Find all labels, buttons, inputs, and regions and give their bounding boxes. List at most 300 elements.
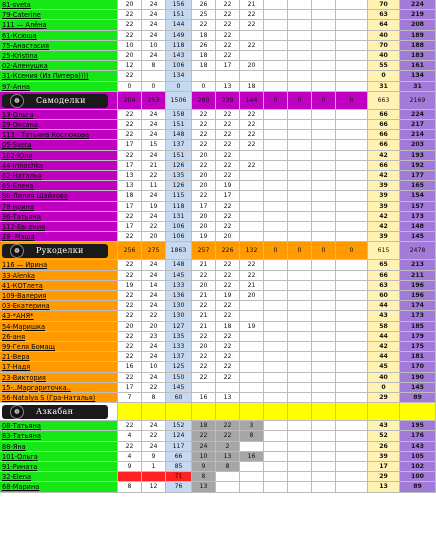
score-cell	[336, 373, 368, 383]
table-row	[0, 120, 436, 130]
score-cell	[240, 232, 264, 242]
score-cell	[264, 130, 288, 140]
score-cell	[312, 151, 336, 161]
team-total-cell: 257	[192, 242, 216, 260]
participant-name[interactable]: 111 — Алёна	[0, 20, 118, 30]
score-cell: 22	[216, 110, 240, 120]
participant-name[interactable]: 26-аня	[0, 332, 118, 342]
score-cell	[312, 110, 336, 120]
score-cell: 131	[166, 212, 192, 222]
score-cell: 22	[192, 120, 216, 130]
score-cell	[336, 110, 368, 120]
score-cell: 44	[368, 332, 400, 342]
score-cell: 17	[192, 202, 216, 212]
score-cell	[240, 212, 264, 222]
table-row	[0, 472, 436, 482]
participant-name[interactable]: 36-Татьяна	[0, 212, 118, 222]
score-cell	[288, 452, 312, 462]
score-cell	[240, 191, 264, 201]
score-cell	[288, 222, 312, 232]
team-total-cell	[192, 403, 216, 421]
participant-name[interactable]: 23-Виктория	[0, 373, 118, 383]
score-cell: 22	[118, 373, 142, 383]
score-cell	[240, 222, 264, 232]
score-cell	[288, 130, 312, 140]
score-cell: 20	[142, 232, 166, 242]
score-cell: 22	[192, 362, 216, 372]
team-total-cell	[118, 403, 142, 421]
score-cell	[312, 482, 336, 492]
score-cell	[142, 472, 166, 482]
score-cell	[312, 140, 336, 150]
score-cell: 214	[400, 130, 436, 140]
score-cell	[142, 71, 166, 81]
score-cell: 22	[216, 130, 240, 140]
score-cell	[264, 482, 288, 492]
team-total-cell: 132	[240, 242, 264, 260]
score-cell: 17	[118, 222, 142, 232]
score-cell: 22	[216, 421, 240, 431]
score-cell: 22	[118, 71, 142, 81]
score-cell: 20	[118, 0, 142, 10]
participant-name[interactable]: 21-Вера	[0, 352, 118, 362]
score-cell: 174	[400, 301, 436, 311]
score-cell	[288, 202, 312, 212]
score-cell: 22	[240, 140, 264, 150]
table-row	[0, 482, 436, 492]
participant-name[interactable]: 25-Kristina	[0, 51, 118, 61]
participant-name[interactable]: 02-Аленушка	[0, 61, 118, 71]
score-cell: 24	[142, 31, 166, 41]
table-row	[0, 171, 436, 181]
score-cell	[264, 291, 288, 301]
score-cell: 143	[400, 442, 436, 452]
participant-name[interactable]: 08-Татьяна	[0, 421, 118, 431]
participant-name[interactable]: 109-Валерия	[0, 291, 118, 301]
participant-name[interactable]: 54-Маришка	[0, 322, 118, 332]
team-header-row	[0, 242, 436, 260]
participant-name[interactable]: 13-Ольга	[0, 110, 118, 120]
score-cell: 22	[118, 260, 142, 270]
score-cell: 9	[142, 452, 166, 462]
participant-name[interactable]: 61-Ксюша	[0, 31, 118, 41]
score-cell: 89	[400, 482, 436, 492]
score-cell: 18	[216, 322, 240, 332]
participant-name[interactable]: 113 - Татьяна Костюкова	[0, 130, 118, 140]
table-row	[0, 161, 436, 171]
team-total-cell	[240, 403, 264, 421]
score-cell	[264, 20, 288, 30]
score-cell	[288, 120, 312, 130]
score-cell: 195	[400, 421, 436, 431]
score-cell: 26	[368, 442, 400, 452]
score-cell	[264, 322, 288, 332]
score-cell: 145	[400, 383, 436, 393]
score-cell: 22	[192, 161, 216, 171]
table-row	[0, 311, 436, 321]
score-cell	[264, 151, 288, 161]
score-cell: 22	[118, 352, 142, 362]
table-row	[0, 202, 436, 212]
participant-name[interactable]: 28- Маша	[0, 232, 118, 242]
table-row	[0, 82, 436, 92]
score-cell: 219	[400, 10, 436, 20]
participant-name[interactable]: 62-Наталья	[0, 171, 118, 181]
score-cell	[336, 291, 368, 301]
score-cell: 181	[400, 352, 436, 362]
table-row	[0, 373, 436, 383]
score-cell: 24	[142, 0, 166, 10]
score-cell	[288, 191, 312, 201]
score-cell: 125	[166, 362, 192, 372]
score-cell	[264, 260, 288, 270]
score-cell: 8	[192, 472, 216, 482]
score-cell: 26	[192, 41, 216, 51]
score-cell: 22	[118, 342, 142, 352]
team-logo	[2, 405, 108, 419]
score-cell: 0	[118, 82, 142, 92]
table-row	[0, 383, 436, 393]
team-name: Самоделки	[36, 95, 86, 105]
score-cell: 22	[216, 31, 240, 41]
score-cell	[264, 51, 288, 61]
table-row	[0, 31, 436, 41]
score-cell	[312, 421, 336, 431]
score-cell: 22	[118, 110, 142, 120]
participant-name[interactable]: 68-Марина	[0, 482, 118, 492]
team-total-cell: 0	[312, 92, 336, 110]
score-cell: 24	[142, 342, 166, 352]
score-cell: 22	[216, 151, 240, 161]
score-cell: 66	[368, 140, 400, 150]
score-cell: 22	[192, 431, 216, 441]
score-cell: 154	[400, 191, 436, 201]
participant-name[interactable]: 101-Ольга	[0, 452, 118, 462]
score-cell	[264, 271, 288, 281]
score-cell: 105	[400, 452, 436, 462]
team-total-cell: 0	[336, 92, 368, 110]
score-cell	[240, 482, 264, 492]
score-cell: 1	[142, 462, 166, 472]
score-cell: 22	[118, 301, 142, 311]
participant-name[interactable]: 79-Caterine	[0, 10, 118, 20]
score-cell	[336, 41, 368, 51]
score-cell: 193	[400, 151, 436, 161]
score-cell	[312, 260, 336, 270]
score-cell: 24	[142, 130, 166, 140]
score-cell: 20	[192, 281, 216, 291]
score-cell: 24	[142, 291, 166, 301]
score-cell	[288, 342, 312, 352]
team-logo	[2, 94, 108, 108]
table-row	[0, 191, 436, 201]
score-cell: 22	[118, 442, 142, 452]
score-cell: 211	[400, 271, 436, 281]
score-cell: 136	[166, 291, 192, 301]
participant-name[interactable]: 41-КОТлета	[0, 281, 118, 291]
score-cell	[216, 71, 240, 81]
score-cell: 22	[118, 212, 142, 222]
participant-name[interactable]: 33-Alenka	[0, 271, 118, 281]
score-cell	[312, 301, 336, 311]
score-cell: 134	[166, 71, 192, 81]
score-cell	[264, 82, 288, 92]
participant-name[interactable]: 78-ирина	[0, 202, 118, 212]
score-cell: 24	[142, 271, 166, 281]
participant-name[interactable]: 97-Анна	[0, 82, 118, 92]
score-cell: 196	[400, 291, 436, 301]
score-cell: 22	[240, 41, 264, 51]
score-cell	[288, 181, 312, 191]
score-cell: 0	[368, 383, 400, 393]
score-cell: 20	[192, 342, 216, 352]
participant-name[interactable]: 91-Рината	[0, 462, 118, 472]
team-emblem-icon: ☸	[10, 94, 24, 108]
score-cell: 22	[118, 232, 142, 242]
score-cell: 44	[368, 352, 400, 362]
table-row	[0, 61, 436, 71]
table-row	[0, 301, 436, 311]
score-cell: 22	[216, 120, 240, 130]
score-cell	[312, 71, 336, 81]
score-cell: 224	[400, 0, 436, 10]
score-cell	[312, 373, 336, 383]
team-total-cell: 0	[312, 242, 336, 260]
score-cell	[264, 212, 288, 222]
score-cell: 24	[142, 110, 166, 120]
score-cell: 22	[216, 281, 240, 291]
score-cell: 130	[166, 311, 192, 321]
score-cell: 22	[240, 271, 264, 281]
score-cell: 22	[118, 311, 142, 321]
score-cell	[336, 393, 368, 403]
team-total-cell: 144	[240, 92, 264, 110]
participant-name[interactable]: 05-Sveta	[0, 140, 118, 150]
score-cell	[288, 421, 312, 431]
score-cell: 22	[118, 291, 142, 301]
table-row	[0, 10, 436, 20]
team-total-cell: 253	[142, 92, 166, 110]
score-cell	[240, 51, 264, 61]
score-cell: 100	[400, 472, 436, 482]
score-cell	[336, 212, 368, 222]
score-cell	[288, 352, 312, 362]
score-cell	[336, 0, 368, 10]
score-cell: 20	[192, 181, 216, 191]
participant-name[interactable]: 75-Анастасия	[0, 41, 118, 51]
score-cell: 145	[400, 232, 436, 242]
score-cell: 9	[192, 462, 216, 472]
score-cell	[336, 181, 368, 191]
team-total-cell	[142, 403, 166, 421]
score-cell	[240, 202, 264, 212]
score-cell: 130	[166, 301, 192, 311]
participant-name[interactable]: 83-Татьяна	[0, 431, 118, 441]
score-cell: 31	[368, 82, 400, 92]
score-cell	[336, 442, 368, 452]
score-cell	[312, 311, 336, 321]
team-total-cell: 1863	[166, 242, 192, 260]
participant-name[interactable]: 99-Геля Бомащ	[0, 342, 118, 352]
score-cell	[312, 362, 336, 372]
participant-name[interactable]: 88-Яна	[0, 442, 118, 452]
score-cell	[264, 383, 288, 393]
participant-name[interactable]: 102-Юля	[0, 151, 118, 161]
score-cell: 22	[192, 352, 216, 362]
score-cell	[264, 110, 288, 120]
score-cell	[264, 472, 288, 482]
score-cell: 85	[166, 462, 192, 472]
score-cell: 58	[368, 322, 400, 332]
score-cell: 117	[166, 442, 192, 452]
score-cell	[264, 202, 288, 212]
score-cell: 22	[240, 20, 264, 30]
team-total-cell	[264, 403, 288, 421]
score-cell	[264, 452, 288, 462]
score-cell: 29	[368, 472, 400, 482]
participant-name[interactable]: 98-Лилия Шайхова	[0, 191, 118, 201]
participant-name[interactable]: 56-Natalya S (Гра-Наталья)	[0, 393, 118, 403]
team-total-cell: 615	[368, 242, 400, 260]
score-cell: 22	[216, 161, 240, 171]
score-cell: 152	[166, 421, 192, 431]
score-cell: 13	[216, 82, 240, 92]
score-cell	[336, 311, 368, 321]
score-cell: 43	[368, 421, 400, 431]
team-header-row	[0, 403, 436, 421]
score-cell: 22	[216, 140, 240, 150]
score-cell: 208	[400, 20, 436, 30]
score-cell	[312, 232, 336, 242]
table-row	[0, 71, 436, 81]
score-cell: 151	[166, 10, 192, 20]
score-cell: 70	[368, 41, 400, 51]
participant-name[interactable]: 29-Оксана	[0, 120, 118, 130]
score-cell: 149	[166, 31, 192, 41]
score-cell: 134	[400, 71, 436, 81]
score-cell: 55	[368, 61, 400, 71]
score-cell: 16	[118, 362, 142, 372]
score-cell	[288, 431, 312, 441]
score-cell	[336, 281, 368, 291]
score-cell	[288, 171, 312, 181]
score-cell: 19	[216, 291, 240, 301]
score-cell: 224	[400, 110, 436, 120]
score-cell	[336, 171, 368, 181]
table-row	[0, 140, 436, 150]
score-cell: 20	[192, 222, 216, 232]
score-cell	[240, 342, 264, 352]
participant-name[interactable]: 15-..Маргариточка..	[0, 383, 118, 393]
score-cell: 157	[400, 202, 436, 212]
participant-name[interactable]: 81-sveta	[0, 0, 118, 10]
participant-name[interactable]: 32-Elena	[0, 472, 118, 482]
score-cell: 63	[368, 281, 400, 291]
score-cell: 22	[118, 421, 142, 431]
participant-name[interactable]: 44-Irinochka	[0, 161, 118, 171]
score-cell: 44	[368, 301, 400, 311]
score-cell: 15	[142, 140, 166, 150]
participant-name[interactable]: 31-Ксения (Из Питера))))	[0, 71, 118, 81]
score-cell: 24	[192, 442, 216, 452]
table-row	[0, 130, 436, 140]
score-cell: 70	[368, 0, 400, 10]
score-cell	[216, 472, 240, 482]
participant-name[interactable]: 116 — Ирина	[0, 260, 118, 270]
score-cell: 39	[368, 191, 400, 201]
score-cell	[240, 71, 264, 81]
team-emblem-icon: ☸	[10, 244, 24, 258]
participant-name[interactable]: 65-Елена	[0, 181, 118, 191]
score-cell	[312, 82, 336, 92]
participant-name[interactable]: 112-Евгения	[0, 222, 118, 232]
score-cell	[240, 171, 264, 181]
score-cell	[288, 362, 312, 372]
participant-name[interactable]: 03-Екатерина	[0, 301, 118, 311]
score-cell	[288, 332, 312, 342]
score-cell: 143	[166, 51, 192, 61]
score-cell: 24	[142, 120, 166, 130]
score-cell: 25	[192, 10, 216, 20]
score-cell	[240, 151, 264, 161]
score-cell	[288, 281, 312, 291]
score-cell: 22	[142, 311, 166, 321]
score-cell: 8	[118, 482, 142, 492]
score-cell: 10	[192, 452, 216, 462]
score-cell	[264, 140, 288, 150]
score-cell	[264, 281, 288, 291]
score-cell: 106	[166, 222, 192, 232]
score-cell	[288, 212, 312, 222]
score-cell	[264, 301, 288, 311]
score-cell	[336, 301, 368, 311]
team-total-cell	[368, 403, 400, 421]
score-cell: 22	[192, 191, 216, 201]
participant-name[interactable]: 17-Надя	[0, 362, 118, 372]
score-cell: 22	[192, 20, 216, 30]
team-name: Рукоделки	[36, 246, 84, 256]
score-cell: 3	[240, 421, 264, 431]
score-cell: 4	[118, 452, 142, 462]
score-cell	[312, 462, 336, 472]
score-cell: 0	[192, 82, 216, 92]
score-cell: 2	[216, 442, 240, 452]
score-cell: 133	[166, 281, 192, 291]
participant-name[interactable]: 43-*АНЯ*	[0, 311, 118, 321]
score-cell: 17	[216, 61, 240, 71]
score-cell: 22	[216, 362, 240, 372]
team-total-cell	[288, 403, 312, 421]
score-cell	[312, 222, 336, 232]
score-cell	[240, 462, 264, 472]
score-cell	[336, 472, 368, 482]
score-cell: 24	[142, 373, 166, 383]
score-cell	[288, 31, 312, 41]
score-cell: 7	[118, 393, 142, 403]
table-row	[0, 421, 436, 431]
score-cell: 45	[368, 362, 400, 372]
table-row	[0, 271, 436, 281]
score-cell	[336, 130, 368, 140]
score-cell: 66	[368, 161, 400, 171]
score-cell: 10	[142, 41, 166, 51]
table-row	[0, 181, 436, 191]
score-cell: 66	[368, 271, 400, 281]
score-cell: 22	[142, 383, 166, 393]
score-cell: 22	[240, 120, 264, 130]
score-cell: 24	[142, 10, 166, 20]
score-cell: 22	[192, 110, 216, 120]
